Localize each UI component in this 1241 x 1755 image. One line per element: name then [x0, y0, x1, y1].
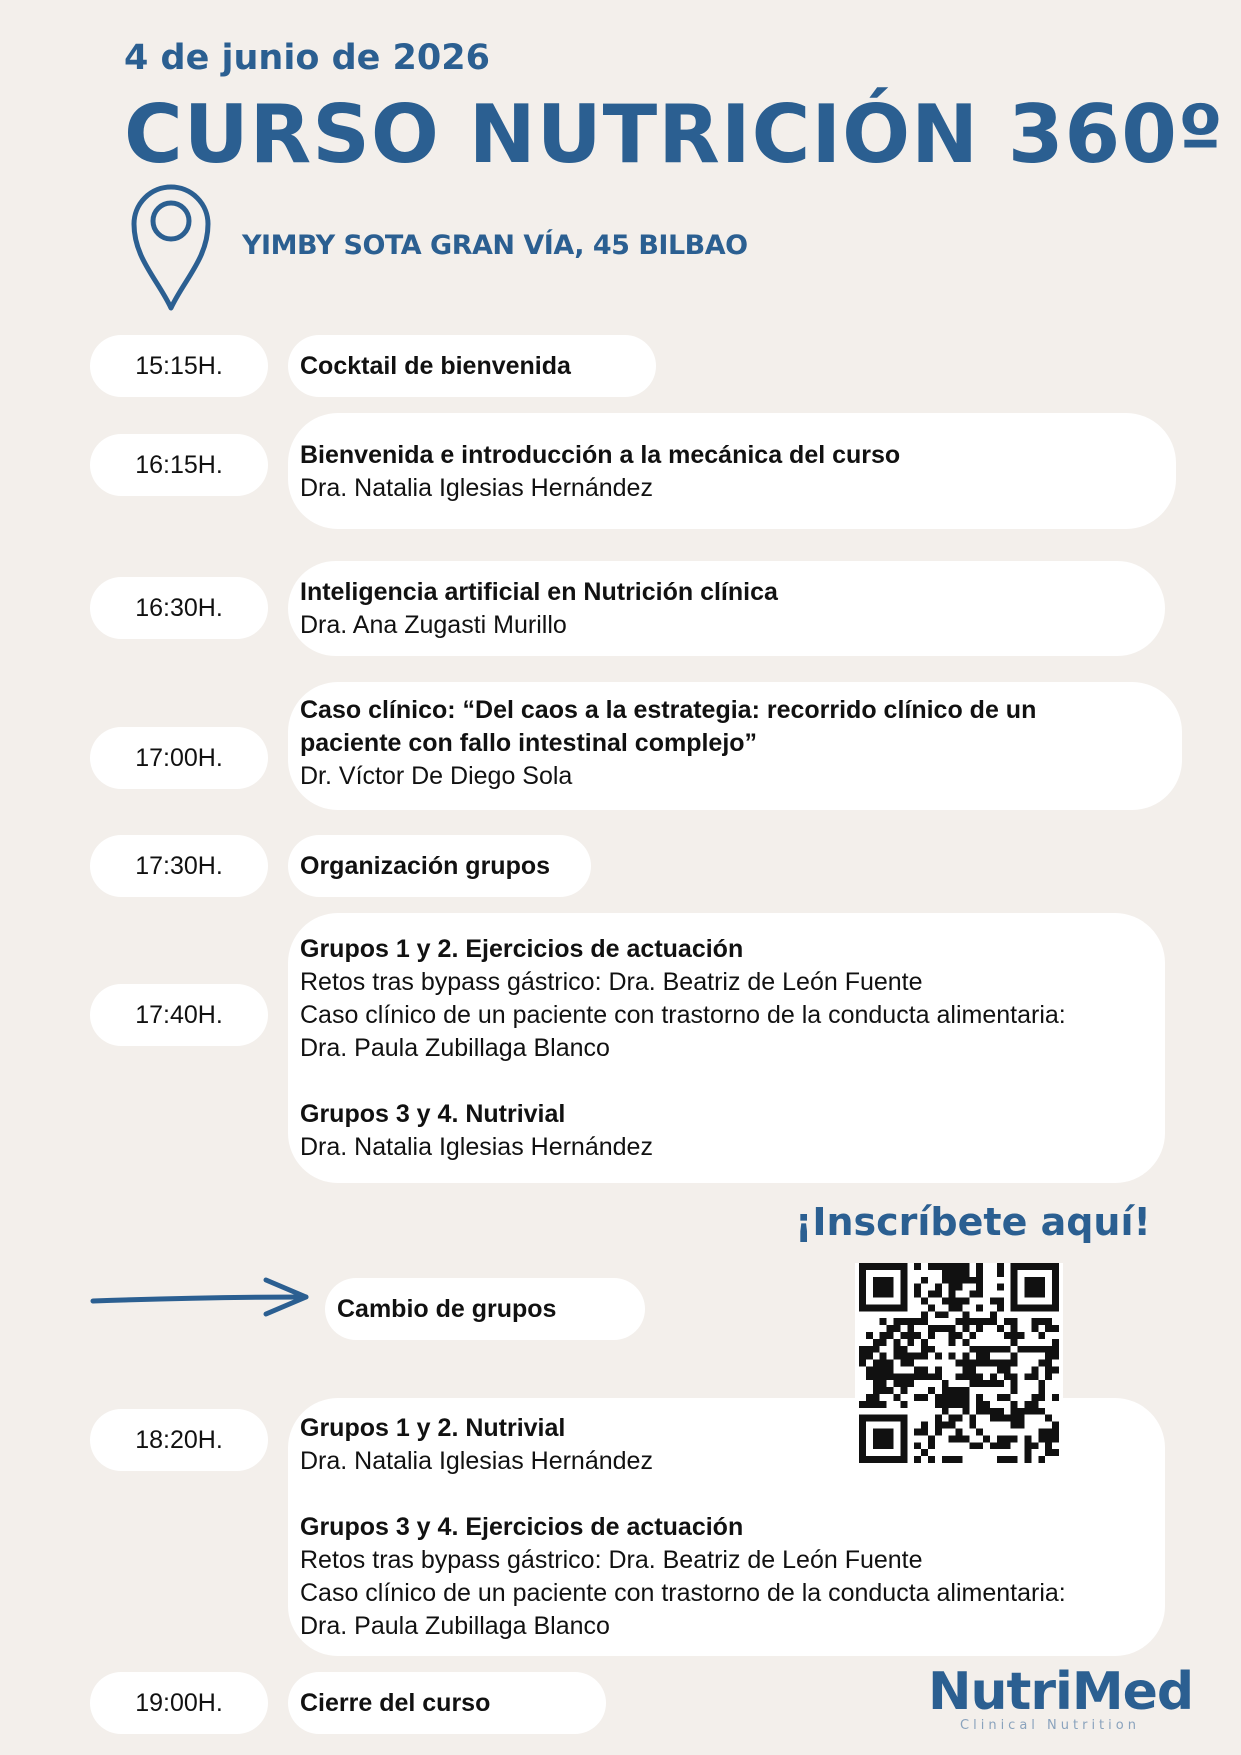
qr-code[interactable] — [855, 1263, 1063, 1463]
agenda-detail: Dra. Paula Zubillaga Blanco — [300, 1612, 610, 1640]
nutrimed-logo: NutriMed — [928, 1662, 1194, 1722]
agenda-detail: Caso clínico de un paciente con trastorno de la conducta alimentaria: — [300, 1579, 1066, 1607]
agenda-group-title: Grupos 3 y 4. Nutrivial — [300, 1100, 566, 1128]
agenda-detail: Dra. Paula Zubillaga Blanco — [300, 1034, 610, 1062]
agenda-detail: Dra. Natalia Iglesias Hernández — [300, 1133, 653, 1161]
agenda-speaker: Dra. Ana Zugasti Murillo — [300, 611, 567, 639]
agenda-title: Inteligencia artificial en Nutrición clínica — [300, 578, 778, 606]
time-pill: 17:30H. — [90, 835, 268, 897]
agenda-detail: Dra. Natalia Iglesias Hernández — [300, 1447, 653, 1475]
agenda-group-title: Grupos 1 y 2. Ejercicios de actuación — [300, 935, 744, 963]
venue-address: YIMBY SOTA GRAN VÍA, 45 BILBAO — [242, 230, 748, 261]
agenda-title: Cierre del curso — [300, 1688, 491, 1717]
agenda-item — [325, 1278, 645, 1340]
agenda-item — [288, 335, 656, 397]
arrow-right-icon — [90, 1274, 312, 1324]
agenda-speaker: Dra. Natalia Iglesias Hernández — [300, 474, 653, 502]
agenda-item — [288, 682, 1182, 810]
agenda-item — [288, 913, 1165, 1183]
agenda-title: Bienvenida e introducción a la mecánica del curso — [300, 441, 901, 469]
logo-tagline: Clinical Nutrition — [960, 1718, 1140, 1733]
time-pill: 17:40H. — [90, 984, 268, 1046]
event-date: 4 de junio de 2026 — [124, 38, 490, 78]
agenda-speaker: Dr. Víctor De Diego Sola — [300, 762, 573, 790]
agenda-item — [288, 835, 591, 897]
agenda-group-title: Grupos 3 y 4. Ejercicios de actuación — [300, 1513, 744, 1541]
time-pill: 18:20H. — [90, 1409, 268, 1471]
time-pill: 16:30H. — [90, 577, 268, 639]
location-pin-icon — [130, 180, 212, 312]
agenda-group-title: Grupos 1 y 2. Nutrivial — [300, 1414, 566, 1442]
agenda-title-line-2: paciente con fallo intestinal complejo” — [300, 729, 758, 757]
agenda-title-line-1: Caso clínico: “Del caos a la estrategia: recorrido clínico de un — [300, 696, 1037, 724]
agenda-item — [288, 413, 1176, 529]
agenda-title: Cambio de grupos — [337, 1294, 557, 1323]
agenda-detail: Retos tras bypass gástrico: Dra. Beatriz de León Fuente — [300, 968, 923, 996]
page-title: CURSO NUTRICIÓN 360º — [124, 88, 1224, 181]
time-pill: 17:00H. — [90, 727, 268, 789]
agenda-title: Organización grupos — [300, 851, 551, 880]
agenda-detail: Caso clínico de un paciente con trastorno de la conducta alimentaria: — [300, 1001, 1066, 1029]
agenda-detail: Retos tras bypass gástrico: Dra. Beatriz de León Fuente — [300, 1546, 923, 1574]
agenda-item — [288, 1672, 606, 1734]
time-pill: 16:15H. — [90, 434, 268, 496]
time-pill: 19:00H. — [90, 1672, 268, 1734]
time-pill: 15:15H. — [90, 335, 268, 397]
signup-label: ¡Inscríbete aquí! — [795, 1200, 1151, 1244]
agenda-title: Cocktail de bienvenida — [300, 351, 571, 380]
agenda-item — [288, 561, 1165, 656]
